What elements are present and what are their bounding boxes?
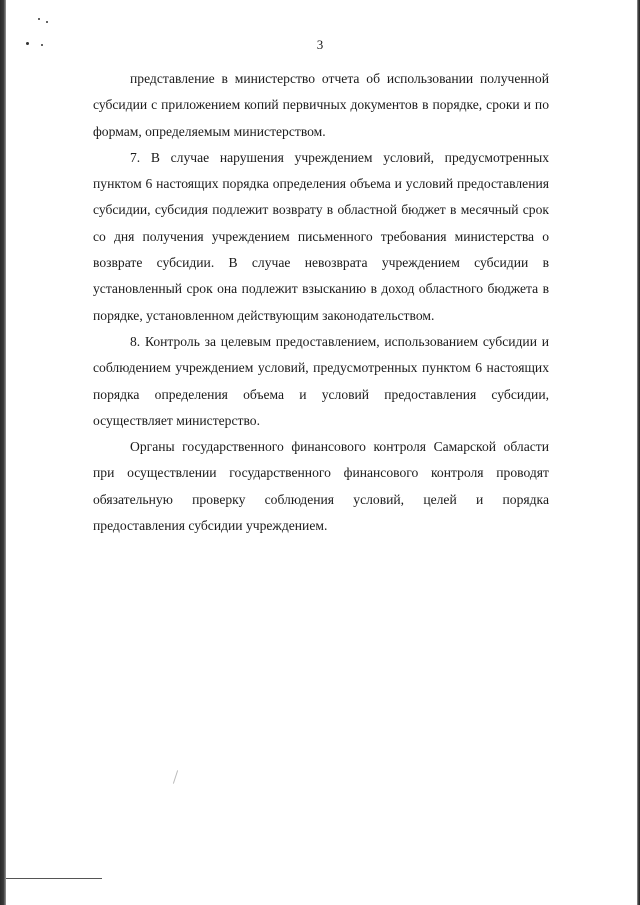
paragraph-control-organs: Органы государственного финансового контроля Самарской области при осуществлении государственного финансового контроля проводят обязательную проверку соблюдения условий, целей и порядка предоставления субсидии учреждением.	[93, 439, 549, 534]
document-body	[93, 66, 549, 539]
paragraph-continuation: представление в министерство отчета об использовании полученной субсидии с приложением копий первичных документов в порядке, сроки и по формам, определяемым министерством.	[93, 71, 549, 139]
scan-speck	[46, 21, 48, 23]
scan-shadow-left	[0, 0, 6, 905]
paragraph-item-8: 8. Контроль за целевым предоставлением, использованием субсидии и соблюдением учреждением условий, предусмотренных пунктом 6 настоящих порядка определения объема и условий предоставления субсидии, осуществляет министерство.	[93, 333, 549, 428]
page-number: 3	[316, 37, 324, 52]
paragraph-item-7: 7. В случае нарушения учреждением условий, предусмотренных пунктом 6 настоящих порядка определения объема и условий предоставления субсидии, субсидия подлежит возврату в областной бюджет в месячный срок со дня получения учреждением письменного требования министерства о возврате субсидии. В случае невозврата учреждением субсидии в установленный срок она подлежит взысканию в доход областного бюджета в порядке, установленном действующим законодательством.	[93, 149, 549, 323]
footer-rule	[6, 878, 102, 879]
scan-speck	[38, 18, 40, 20]
scan-mark	[173, 770, 178, 784]
